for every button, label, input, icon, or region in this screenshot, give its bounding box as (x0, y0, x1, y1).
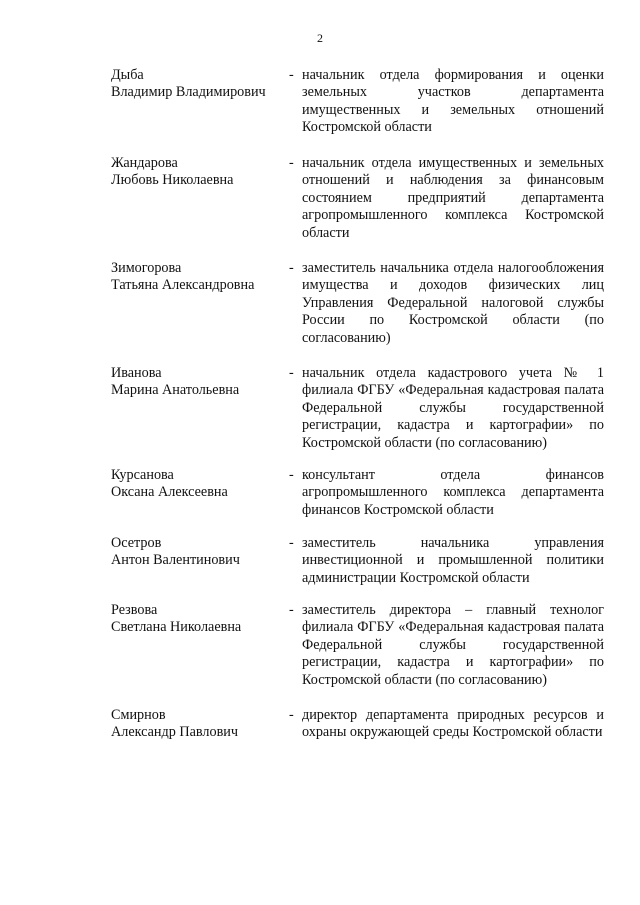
member-given-names: Любовь Николаевна (111, 172, 234, 189)
member-given-names: Антон Валентинович (111, 552, 240, 569)
member-position: начальник отдела кадастрового учета № 1 филиала ФГБУ «Федеральная кадастровая палата Федеральной службы государственной регистрации, кадастра и картографии» по Костромской области (по согласованию) (302, 365, 604, 451)
member-given-names: Светлана Николаевна (111, 619, 242, 636)
member-surname: Осетров (111, 535, 162, 551)
member-surname: Резвова (111, 602, 158, 618)
member-surname: Зимогорова (111, 260, 182, 276)
dash-separator: - (289, 67, 294, 83)
member-surname: Курсанова (111, 467, 174, 483)
member-given-names: Оксана Алексеевна (111, 484, 228, 501)
page-number: 2 (317, 31, 323, 45)
dash-separator: - (289, 707, 294, 723)
member-position: начальник отдела имущественных и земельных отношений и наблюдения за финансовым состоянием предприятий департамента агропромышленного комплекса Костромской области (302, 155, 604, 241)
member-surname: Жандарова (111, 155, 178, 171)
dash-separator: - (289, 365, 294, 381)
dash-separator: - (289, 602, 294, 618)
member-surname: Смирнов (111, 707, 166, 723)
dash-separator: - (289, 155, 294, 171)
member-given-names: Владимир Владимирович (111, 84, 266, 101)
member-given-names: Марина Анатольевна (111, 382, 240, 399)
member-name (111, 707, 281, 742)
member-name (111, 602, 281, 637)
member-surname: Дыба (111, 67, 144, 83)
member-position: директор департамента природных ресурсов и охраны окружающей среды Костромской области (302, 707, 604, 741)
member-name (111, 67, 281, 102)
member-name (111, 535, 281, 570)
member-position: заместитель начальника отдела налогообложения имущества и доходов физических лиц Управления Федеральной налоговой службы России по Костромской области (по согласованию) (302, 260, 604, 346)
member-position: начальник отдела формирования и оценки земельных участков департамента имущественных и земельных отношений Костромской области (302, 67, 604, 136)
member-name (111, 260, 281, 295)
member-given-names: Татьяна Александровна (111, 277, 255, 294)
member-name (111, 155, 281, 190)
member-surname: Иванова (111, 365, 162, 381)
member-name (111, 365, 281, 400)
member-name (111, 467, 281, 502)
dash-separator: - (289, 535, 294, 551)
member-given-names: Александр Павлович (111, 724, 239, 741)
member-position: заместитель начальника управления инвестиционной и промышленной политики администрации Костромской области (302, 535, 604, 586)
member-position: консультант отдела финансов агропромышленного комплекса департамента финансов Костромской области (302, 467, 604, 518)
member-position: заместитель директора – главный технолог филиала ФГБУ «Федеральная кадастровая палата Федеральной службы государственной регистрации, кадастра и картографии» по Костромской области (по согласованию) (302, 602, 604, 688)
dash-separator: - (289, 260, 294, 276)
dash-separator: - (289, 467, 294, 483)
